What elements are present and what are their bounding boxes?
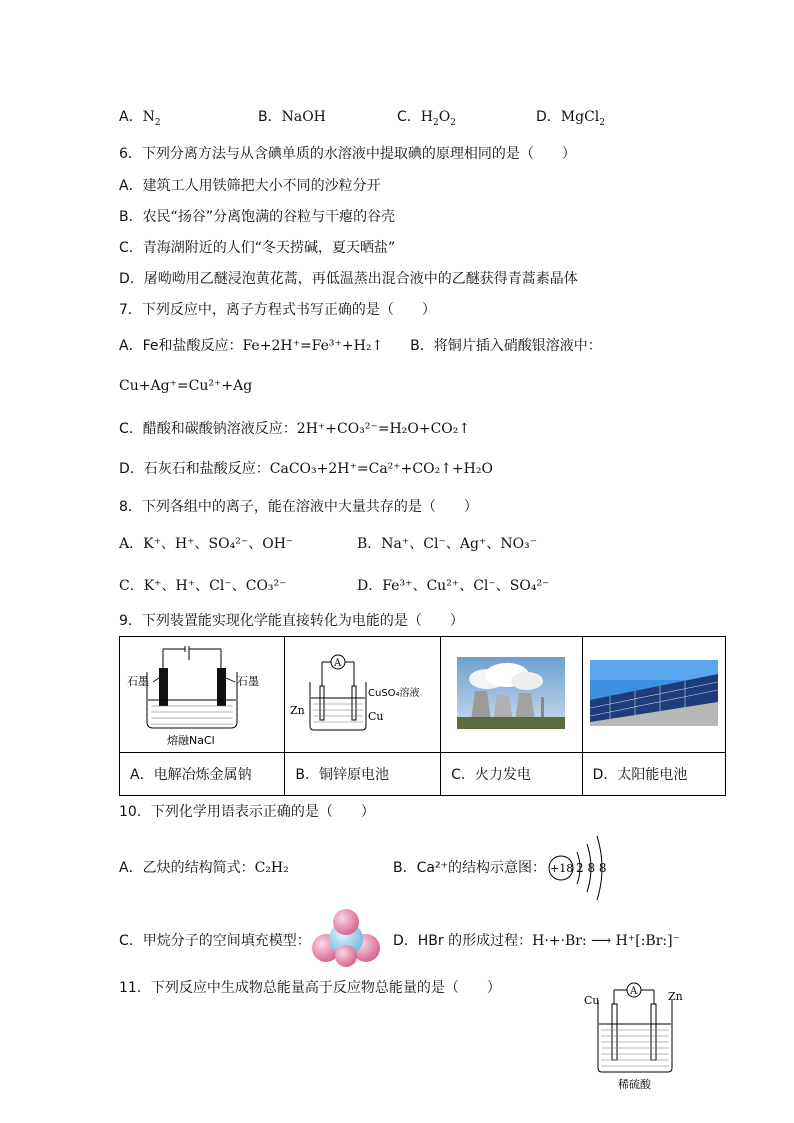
q8-stem: 8．下列各组中的离子，能在溶液中大量共存的是（ ）	[119, 499, 478, 515]
zinc-label: Zn	[668, 990, 683, 1003]
q7-option-a-b: A．Fe和盐酸反应：Fe+2H⁺=Fe³⁺+H₂↑ B．将铜片插入硝酸银溶液中：	[119, 338, 602, 354]
ammeter-icon: A	[333, 657, 341, 669]
q7-option-b-eq: Cu+Ag⁺=Cu²⁺+Ag	[119, 378, 253, 394]
q9-caption-b: B．铜锌原电池	[285, 753, 441, 796]
cu-zn-cell-diagram	[578, 980, 698, 1092]
q6-stem: 6．下列分离方法与从含碘单质的水溶液中提取碘的原理相同的是（ ）	[119, 146, 576, 162]
q7-stem: 7．下列反应中，离子方程式书写正确的是（ ）	[119, 302, 436, 318]
q10-option-a: A．乙炔的结构简式：C₂H₂	[119, 860, 289, 876]
q9-table	[119, 636, 726, 796]
nucleus-charge-label: +18	[550, 862, 574, 875]
q10-option-b: B．Ca²⁺的结构示意图：	[393, 860, 546, 876]
q9-caption-c: C．火力发电	[441, 753, 583, 796]
q9-stem: 9．下列装置能实现化学能直接转化为电能的是（ ）	[119, 613, 464, 629]
galvanic-cell-diagram	[288, 638, 438, 748]
q9-image-a-cell	[120, 637, 285, 753]
q8-option-c: C．K⁺、H⁺、Cl⁻、CO₃²⁻	[119, 578, 287, 594]
q5-option-c: C．$H_2O_2$	[397, 109, 456, 128]
q9-caption-d: D．太阳能电池	[582, 753, 725, 796]
q10-option-d: D．HBr 的形成过程：H·+·Br: ⟶ H⁺[:Br:]⁻	[393, 933, 680, 949]
solar-panel-photo	[590, 660, 718, 726]
q6-option-a: A．建筑工人用铁筛把大小不同的沙粒分开	[119, 178, 381, 194]
q9-image-d-cell	[582, 637, 725, 753]
q10-stem: 10．下列化学用语表示正确的是（ ）	[119, 804, 375, 820]
ammeter-icon: A	[630, 986, 638, 997]
q8-option-b: B．Na⁺、Cl⁻、Ag⁺、NO₃⁻	[357, 536, 538, 552]
q8-option-a: A．K⁺、H⁺、SO₄²⁻、OH⁻	[119, 536, 294, 552]
q10-option-c: C．甲烷分子的空间填充模型：	[119, 933, 311, 949]
q5-option-b: B．NaOH	[258, 109, 326, 125]
q9-image-c-cell	[441, 637, 583, 753]
power-plant-photo	[457, 657, 565, 729]
q5-option-a: A．$N_2$	[119, 109, 161, 128]
methane-model-icon	[310, 908, 382, 968]
q11-stem: 11．下列反应中生成物总能量高于反应物总能量的是（ ）	[119, 980, 501, 996]
q6-option-c: C．青海湖附近的人们“冬天捞碱，夏天晒盐”	[119, 240, 396, 256]
q6-option-b: B．农民“扬谷”分离饱满的谷粒与干瘪的谷壳	[119, 209, 396, 225]
copper-label: Cu	[584, 994, 600, 1007]
zinc-label: Zn	[289, 703, 305, 717]
ion-structure-diagram	[545, 830, 615, 904]
copper-label: Cu	[367, 709, 384, 723]
electrolysis-diagram	[127, 638, 277, 748]
q7-option-c: C．醋酸和碳酸钠溶液反应：2H⁺+CO₃²⁻=H₂O+CO₂↑	[119, 421, 471, 437]
q5-option-d: D．MgCl$_2$	[536, 109, 606, 128]
q8-option-d: D．Fe³⁺、Cu²⁺、Cl⁻、SO₄²⁻	[357, 578, 550, 594]
solution-label: CuSO₄溶液	[367, 687, 420, 699]
acid-label: 稀硫酸	[618, 1078, 651, 1091]
q7-option-d: D．石灰石和盐酸反应：CaCO₃+2H⁺=Ca²⁺+CO₂↑+H₂O	[119, 461, 493, 477]
electrode-left-label: 石墨	[127, 674, 150, 688]
q6-option-d: D．屠呦呦用乙醚浸泡黄花蒿，再低温蒸出混合液中的乙醚获得青蒿素晶体	[119, 271, 578, 287]
electron-shells-label: 2 8 8	[576, 861, 607, 875]
q9-image-b-cell	[285, 637, 441, 753]
q9-caption-a: A．电解冶炼金属钠	[120, 753, 285, 796]
electrolyte-label: 熔融NaCl	[167, 733, 215, 747]
electrode-right-label: 石墨	[237, 674, 260, 688]
